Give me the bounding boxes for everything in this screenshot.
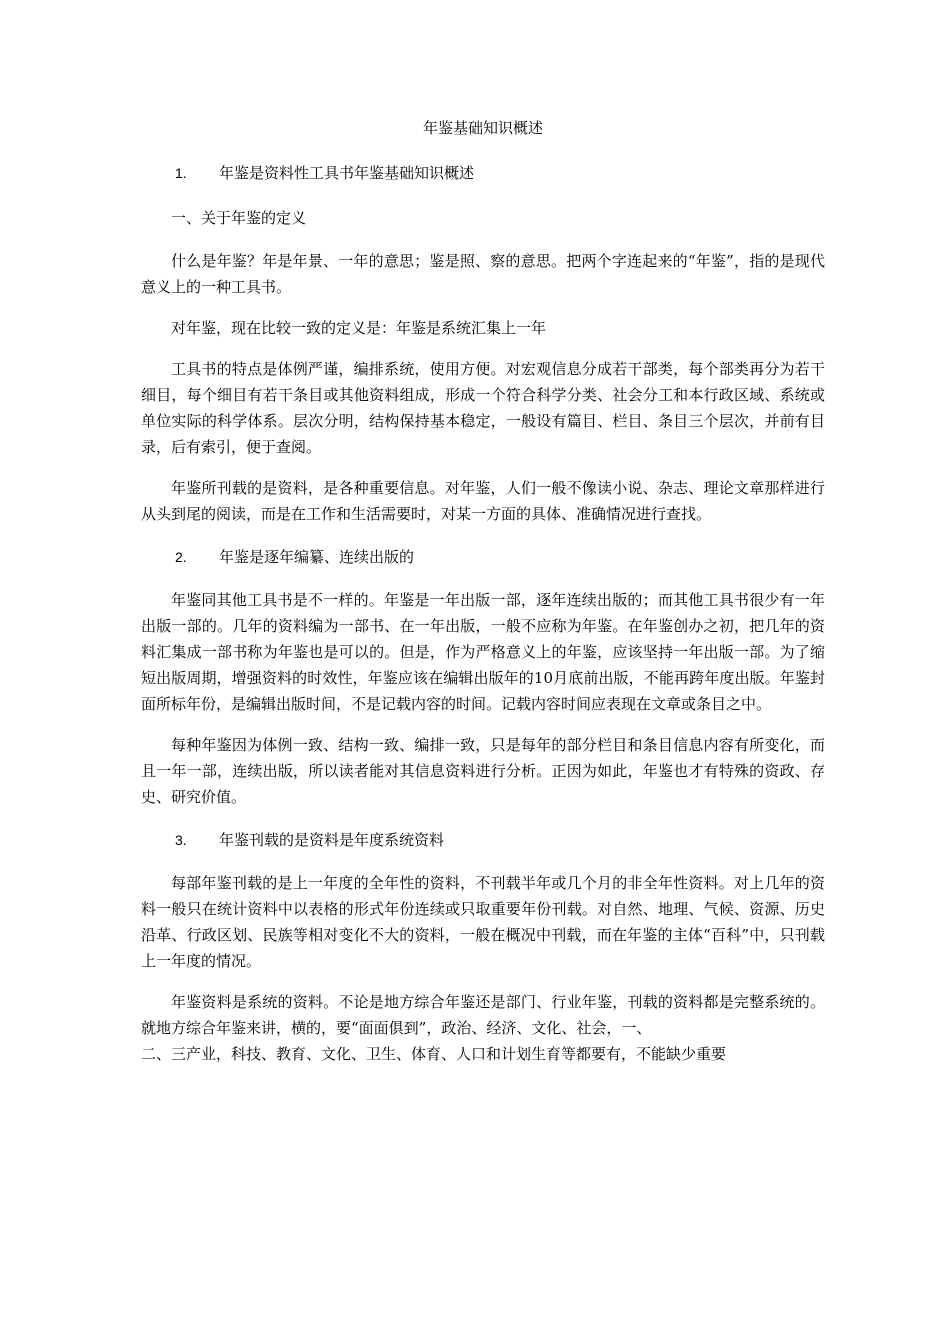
paragraph: 年鉴所刊载的是资料，是各种重要信息。对年鉴，人们一般不像读小说、杂志、理论文章那样进行从头到尾的阅读，而是在工作和生活需要时，对某一方面的具体、准确情况进行查找。 [141, 479, 825, 523]
paragraph-line: 二、三产业，科技、教育、文化、卫生、体育、人口和计划生育等都要有，不能缺少重要 [141, 1045, 727, 1063]
paragraph: 年鉴同其他工具书是不一样的。年鉴是一年出版一部，逐年连续出版的；而其他工具书很少有一年出版一部的。几年的资料编为一部书、在一年出版，一般不应称为年鉴。在年鉴创办之初，把几年的资料汇集成一部书称为年鉴也是可以的。但是，作为严格意义上的年鉴，应该坚持一年出版一部。为了缩短出版周期，增强资料的时效性，年鉴应该在编辑出版年的10月底前出版，不能再跨年度出版。年鉴封面所标年份，是编辑出版时间，不是记载内容的时间。记载内容时间应表现在文章或条目之中。 [141, 591, 825, 713]
paragraph-final [141, 989, 825, 1067]
heading-text: 年鉴是资料性工具书年鉴基础知识概述 [219, 164, 475, 182]
heading-number: 2. [175, 549, 187, 565]
paragraph: 每部年鉴刊载的是上一年度的全年性的资料，不刊载半年或几个月的非全年性资料。对上几年的资料一般只在统计资料中以表格的形式年份连续或只取重要年份刊载。对自然、地理、气候、资源、历史沿革、行政区划、民族等相对变化不大的资料，一般在概况中刊载，而在年鉴的主体“百科”中，只刊载上一年度的情况。 [141, 874, 825, 970]
heading-text: 年鉴是逐年编纂、连续出版的 [219, 548, 415, 566]
paragraph: 什么是年鉴？年是年景、一年的意思；鉴是照、察的意思。把两个字连起来的“年鉴”，指的是现代意义上的一种工具书。 [141, 252, 825, 296]
paragraph: 对年鉴，现在比较一致的定义是：年鉴是系统汇集上一年 [171, 319, 547, 337]
document-title: 年鉴基础知识概述 [422, 119, 543, 137]
heading-text: 年鉴刊载的是资料是年度系统资料 [219, 831, 445, 849]
numbered-heading-1 [141, 158, 825, 188]
numbered-heading-2 [141, 542, 825, 572]
numbered-heading-3 [141, 825, 825, 855]
heading-number: 1. [175, 165, 187, 181]
document-body [141, 113, 825, 1082]
section-heading-definition: 一、关于年鉴的定义 [171, 209, 307, 227]
paragraph: 工具书的特点是体例严谨，编排系统，使用方便。对宏观信息分成若干部类，每个部类再分为若干细目，每个细目有若干条目或其他资料组成，形成一个符合科学分类、社会分工和本行政区域、系统或单位实际的科学体系。层次分明，结构保持基本稳定，一般设有篇目、栏目、条目三个层次，并前有目录，后有索引，便于查阅。 [141, 360, 825, 456]
paragraph: 每种年鉴因为体例一致、结构一致、编排一致，只是每年的部分栏目和条目信息内容有所变化，而且一年一部，连续出版，所以读者能对其信息资料进行分析。正因为如此，年鉴也才有特殊的资政、存史、研究价值。 [141, 736, 825, 806]
paragraph-line: 年鉴资料是系统的资料。不论是地方综合年鉴还是部门、行业年鉴，刊载的资料都是完整系统的。就地方综合年鉴来讲，横的，要“面面俱到”，政治、经济、文化、社会，一、 [141, 993, 825, 1037]
heading-number: 3. [175, 832, 187, 848]
